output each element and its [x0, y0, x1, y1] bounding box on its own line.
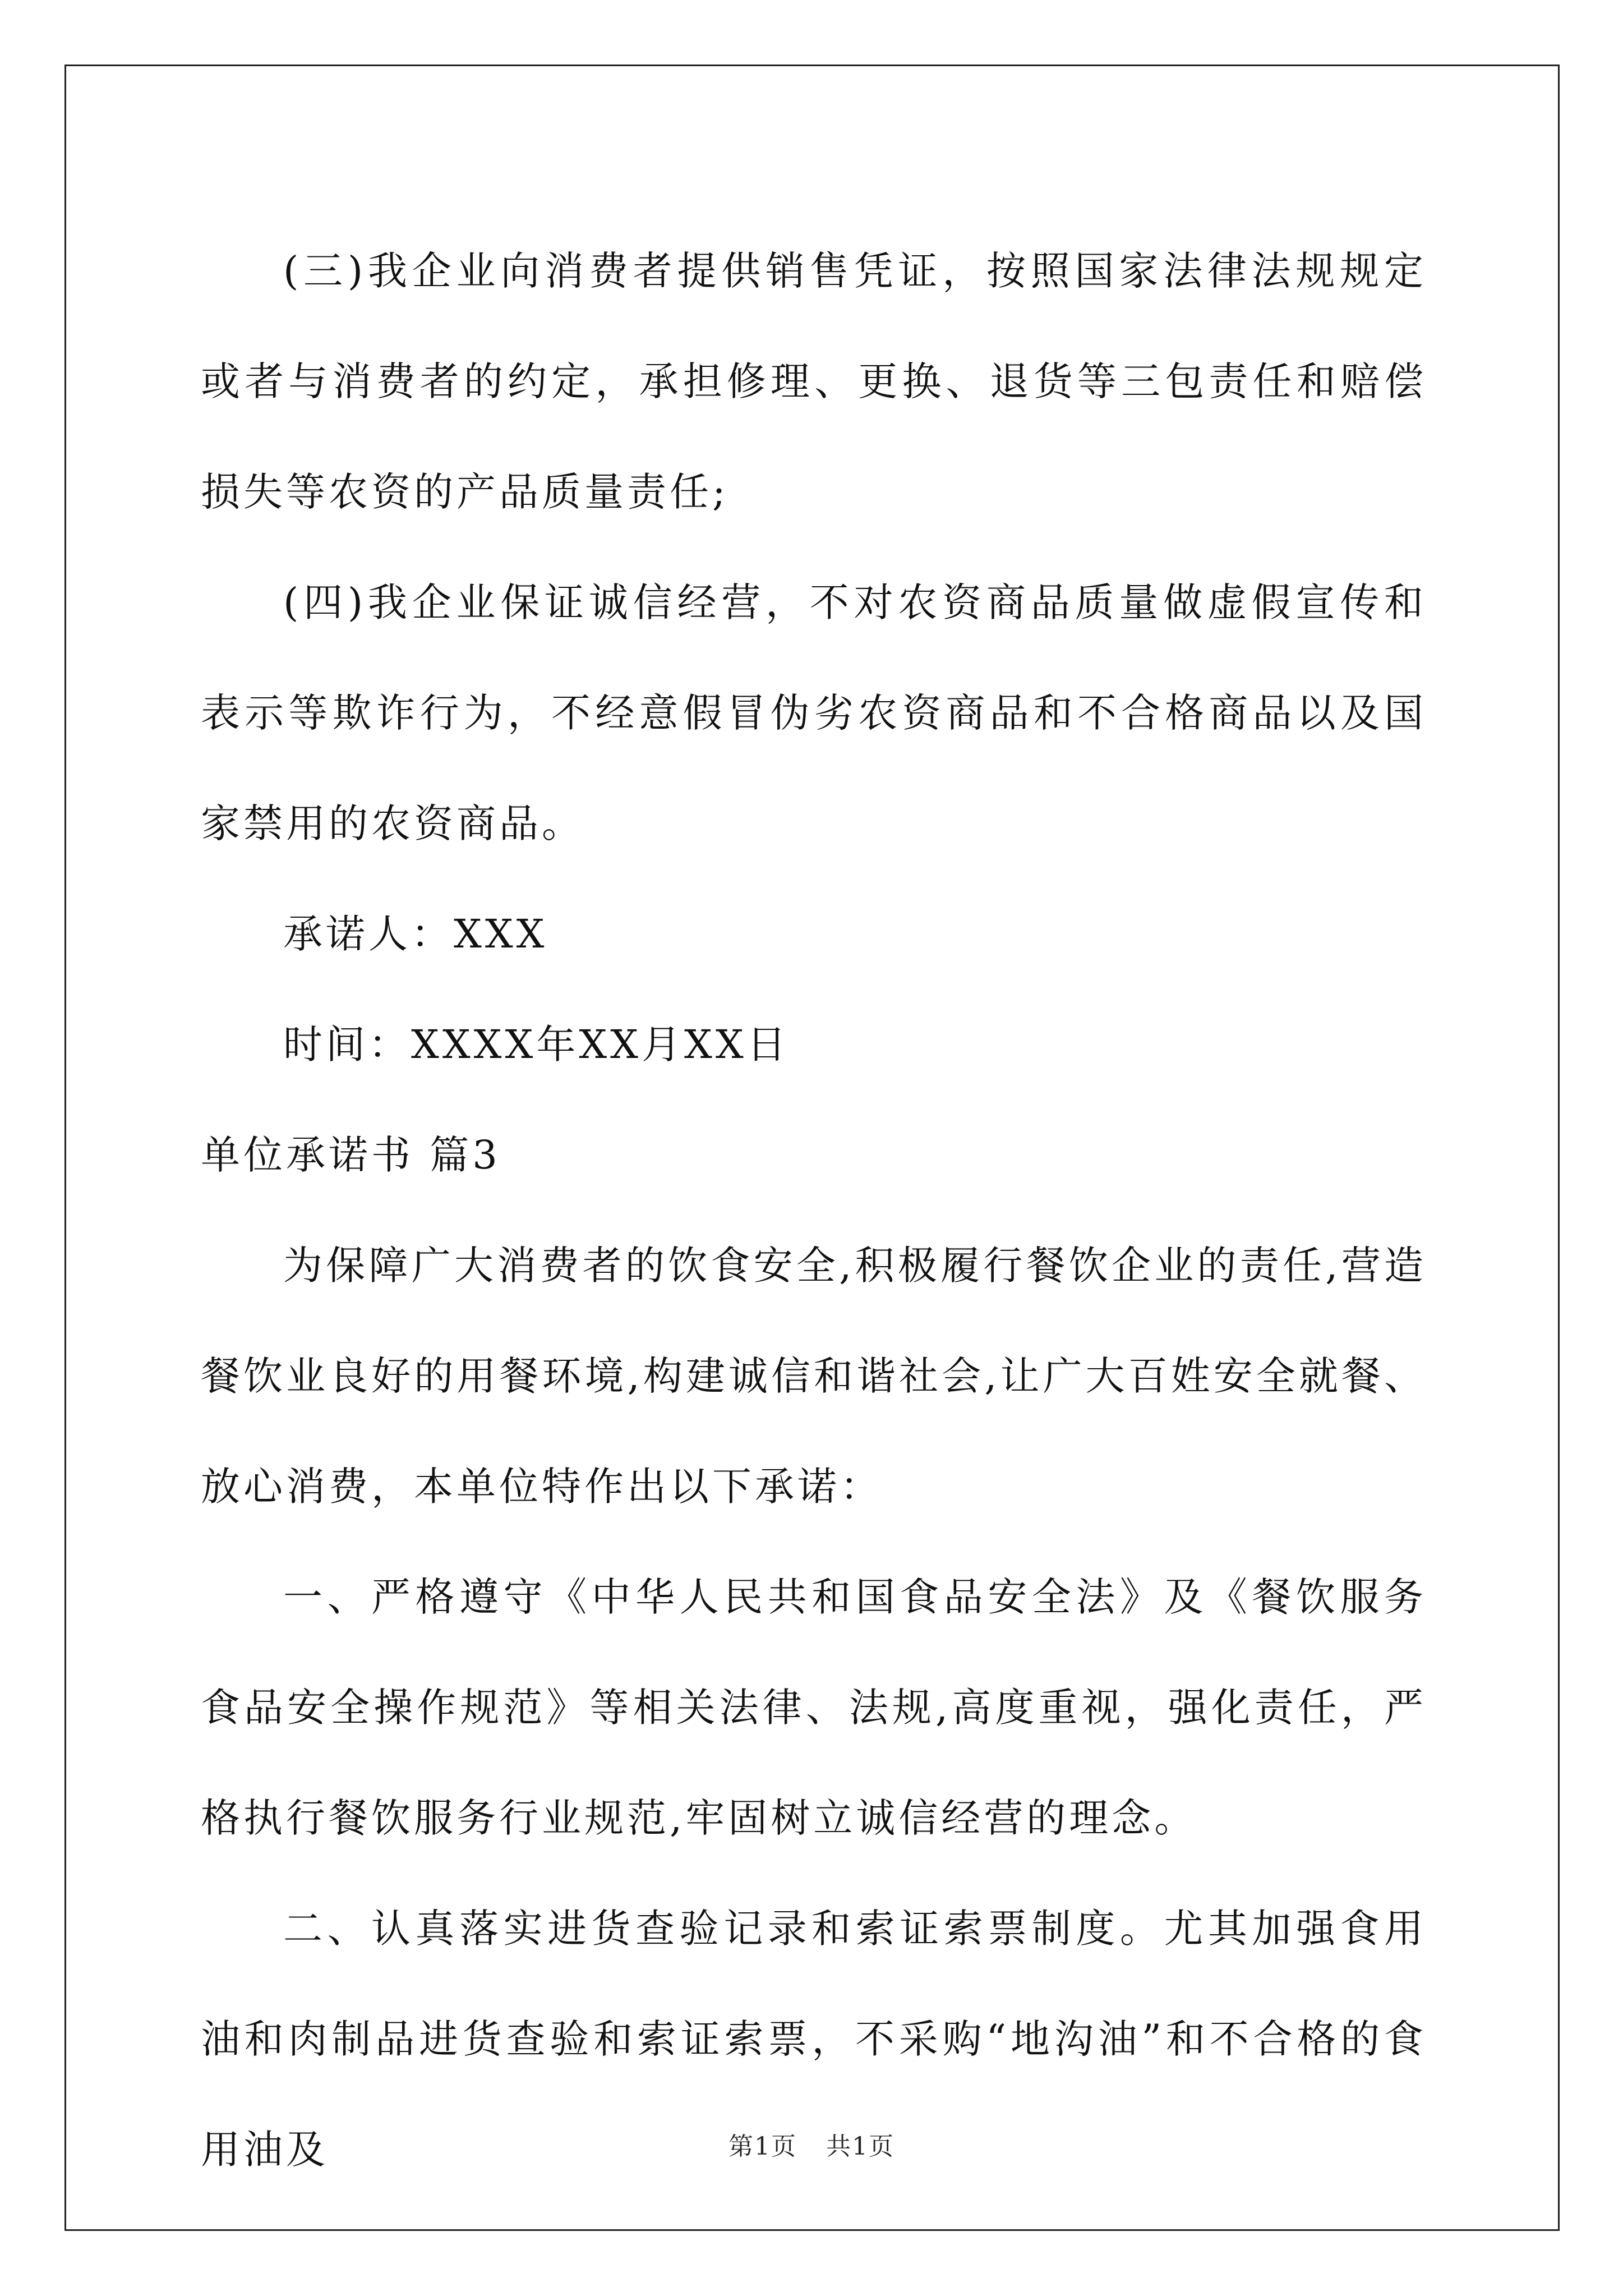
- commitment-item-2: 二、认真落实进货查验记录和索证索票制度。尤其加强食用油和肉制品进货查验和索证索票，不采购“地沟油”和不合格的食用油及: [201, 1906, 1427, 2173]
- total-pages: 共1页: [826, 2132, 895, 2161]
- intro-paragraph: 为保障广大消费者的饮食安全,积极履行餐饮企业的责任,营造餐饮业良好的用餐环境,构建诚信和谐社会,让广大百姓安全就餐、放心消费，本单位特作出以下承诺：: [201, 1243, 1427, 1510]
- signatory-line: 承诺人：XXX: [283, 911, 548, 957]
- page-number: 第1页: [728, 2132, 797, 2161]
- date-line: 时间：XXXX年XX月XX日: [283, 1022, 790, 1068]
- paragraph-item-3: (三)我企业向消费者提供销售凭证，按照国家法律法规规定或者与消费者的约定，承担修理、更换、退货等三包责任和赔偿损失等农资的产品质量责任;: [201, 248, 1427, 515]
- section-heading: 单位承诺书 篇3: [201, 1132, 501, 1178]
- page-footer: [0, 2126, 1623, 2162]
- commitment-item-1: 一、严格遵守《中华人民共和国食品安全法》及《餐饮服务食品安全操作规范》等相关法律、法规,高度重视，强化责任，严格执行餐饮服务行业规范,牢固树立诚信经营的理念。: [201, 1574, 1427, 1841]
- paragraph-item-4: (四)我企业保证诚信经营，不对农资商品质量做虚假宣传和表示等欺诈行为，不经意假冒伪劣农资商品和不合格商品以及国家禁用的农资商品。: [201, 579, 1427, 846]
- document-body: [201, 216, 1427, 2205]
